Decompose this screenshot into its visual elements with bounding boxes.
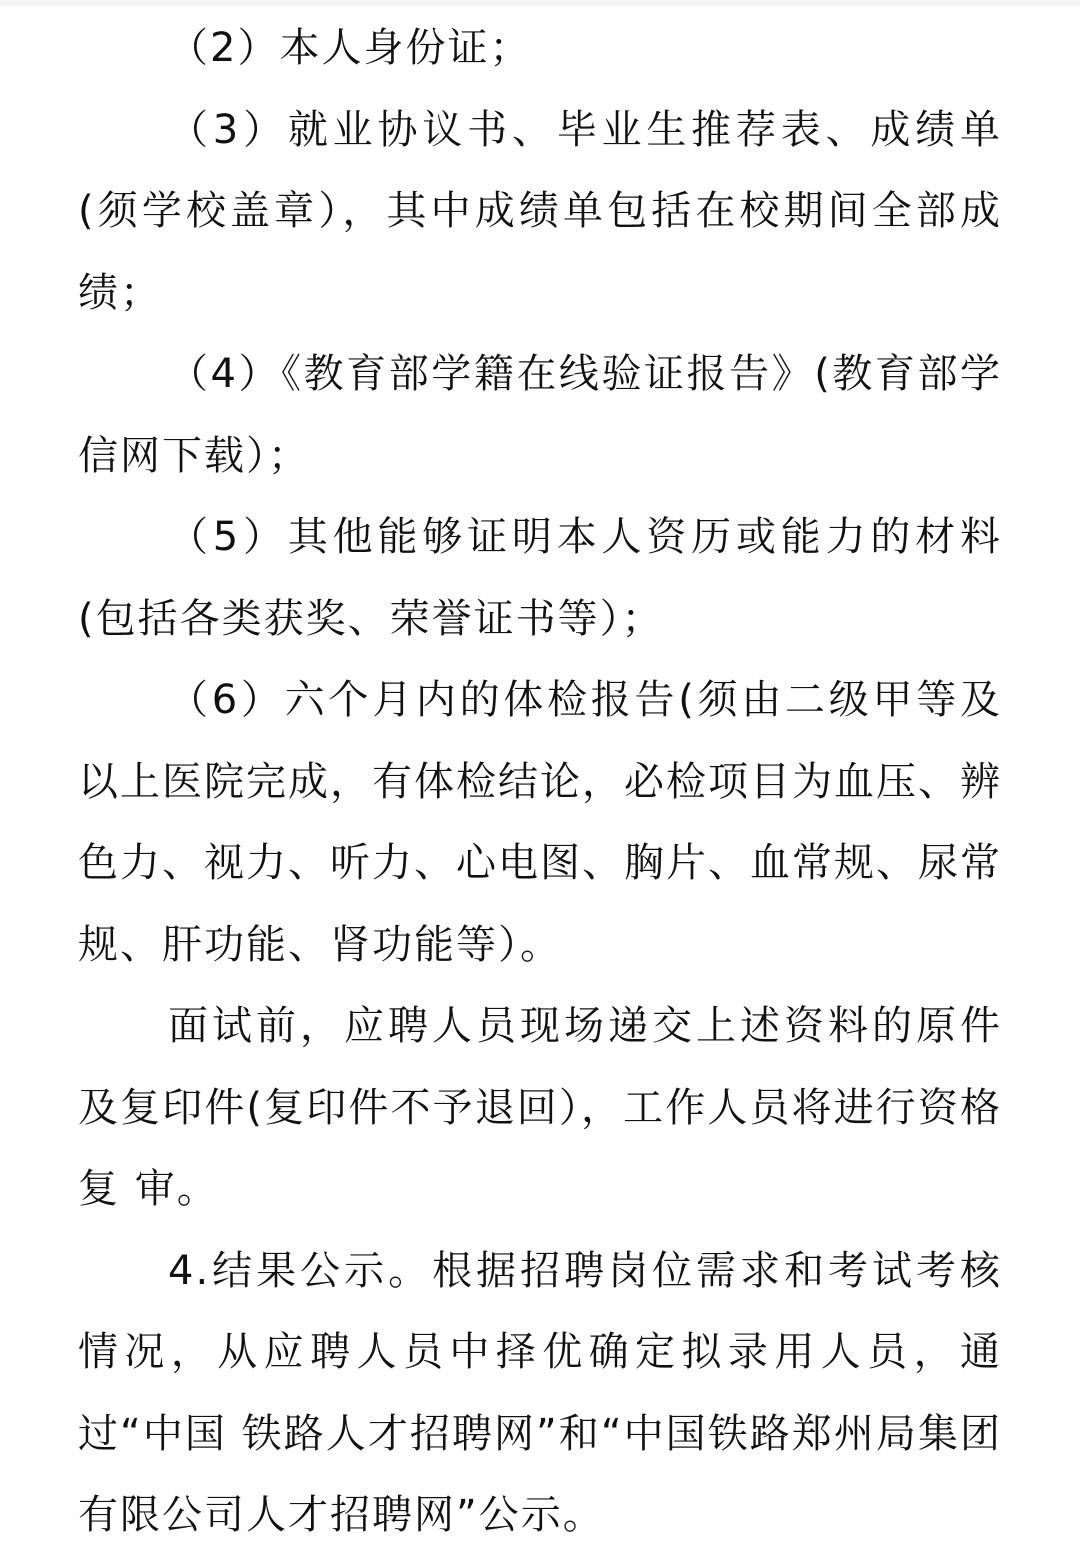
paragraph-id-card: （2）本人身份证； bbox=[168, 25, 532, 71]
paragraph-other-materials: （5）其他能够证明本人资历或能力的材料(包括各类获奖、荣誉证书等）； bbox=[78, 514, 1002, 642]
paragraph-employment-agreement: （3）就业协议书、毕业生推荐表、成绩单(须学校盖章），其中成绩单包括在校期间全部成绩； bbox=[78, 106, 1002, 316]
paragraph-medical-report: （6）六个月内的体检报告(须由二级甲等及以上医院完成，有体检结论，必检项目为血压、辨色力、视力、听力、心电图、胸片、血常规、尿常规、肝功能、肾功能等）。 bbox=[78, 677, 1002, 968]
top-divider bbox=[0, 0, 1080, 6]
paragraph-interview-submission: 面试前，应聘人员现场递交上述资料的原件及复印件(复印件不予退回），工作人员将进行资格复 审。 bbox=[78, 1003, 1002, 1212]
paragraph-result-announcement: 4.结果公示。根据招聘岗位需求和考试考核情况，从应聘人员中择优确定拟录用人员，通过“中国 铁路人才招聘网”和“中国铁路郑州局集团有限公司人才招聘网”公示。 bbox=[78, 1247, 1002, 1538]
paragraph-education-report: （4）《教育部学籍在线验证报告》(教育部学信网下载）； bbox=[78, 351, 1002, 479]
